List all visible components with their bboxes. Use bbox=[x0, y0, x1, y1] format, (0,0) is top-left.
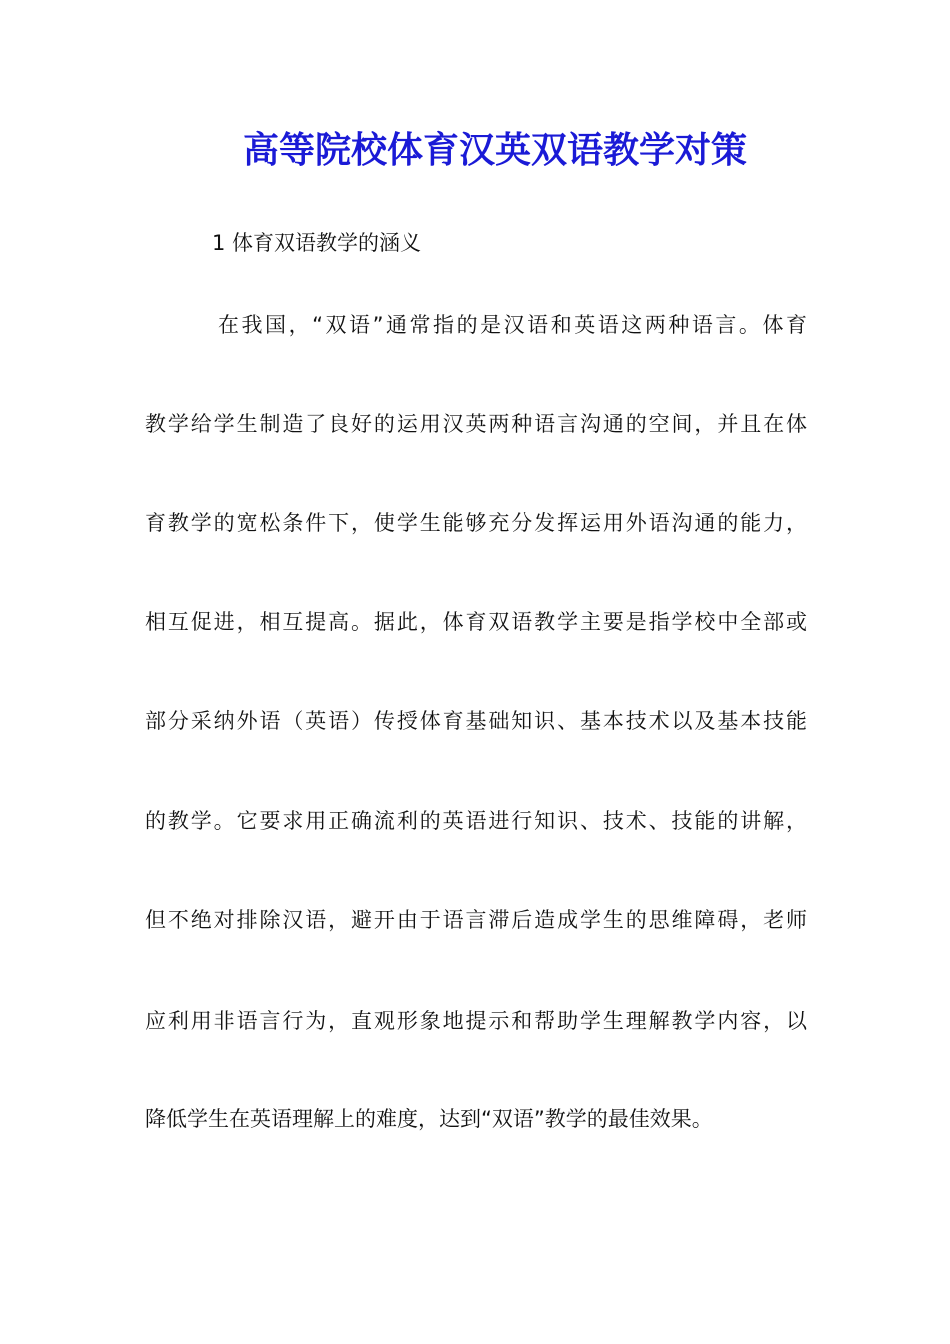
paragraph-line: 在我国，“双语”通常指的是汉语和英语这两种语言。体育 bbox=[218, 313, 807, 337]
paragraph-line: 育教学的宽松条件下，使学生能够充分发挥运用外语沟通的能力， bbox=[145, 511, 807, 535]
paragraph-line: 降低学生在英语理解上的难度，达到“双语”教学的最佳效果。 bbox=[145, 1107, 713, 1131]
paragraph-line: 相互促进，相互提高。据此，体育双语教学主要是指学校中全部或 bbox=[145, 610, 807, 634]
paragraph-line: 应利用非语言行为，直观形象地提示和帮助学生理解教学内容，以 bbox=[145, 1009, 807, 1033]
paragraph-line: 但不绝对排除汉语，避开由于语言滞后造成学生的思维障碍，老师 bbox=[145, 908, 807, 932]
document-title: 高等院校体育汉英双语教学对策 bbox=[242, 129, 747, 171]
paragraph-line: 部分采纳外语（英语）传授体育基础知识、基本技术以及基本技能 bbox=[145, 709, 807, 733]
paragraph-line: 的教学。它要求用正确流利的英语进行知识、技术、技能的讲解， bbox=[145, 809, 807, 833]
section-heading: 1 体育双语教学的涵义 bbox=[212, 231, 422, 255]
paragraph-line: 教学给学生制造了良好的运用汉英两种语言沟通的空间，并且在体 bbox=[145, 412, 807, 436]
